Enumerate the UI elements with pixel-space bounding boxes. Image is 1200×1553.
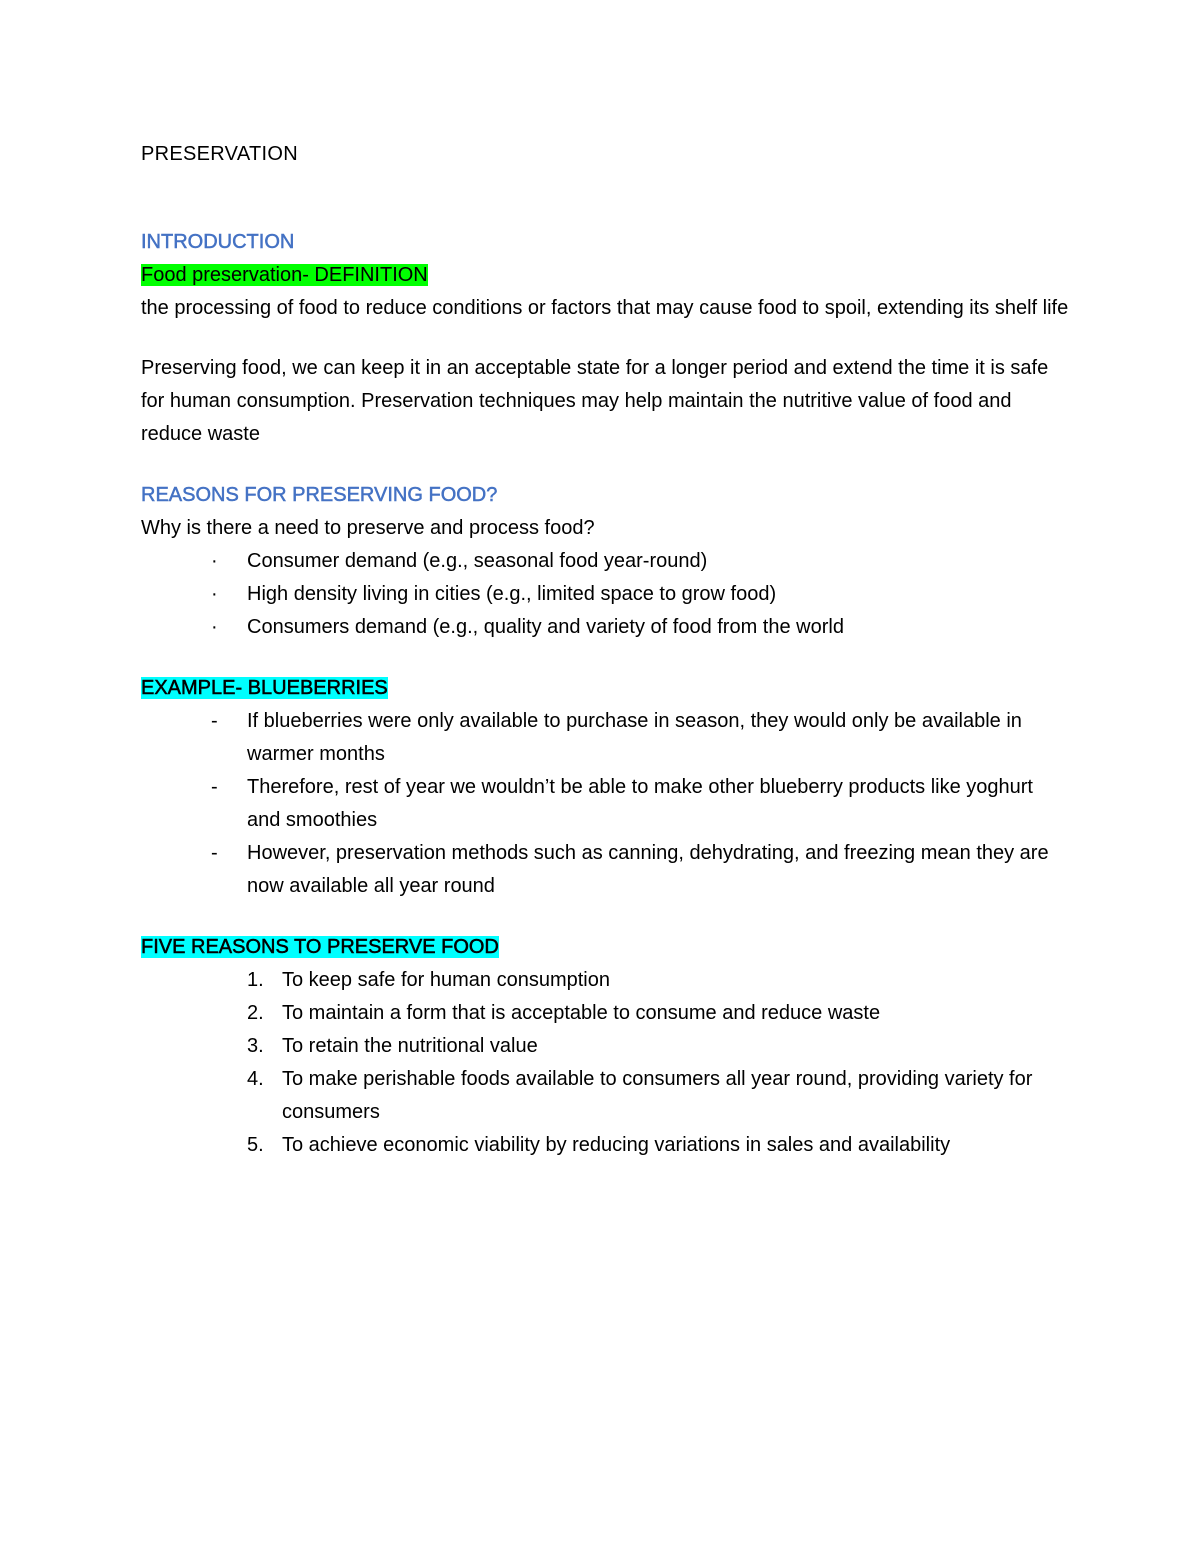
list-item bbox=[141, 705, 1071, 771]
bullet-marker: · bbox=[211, 583, 218, 605]
document-page bbox=[141, 0, 1071, 1553]
list-item bbox=[141, 611, 1071, 644]
document-title: PRESERVATION bbox=[141, 143, 298, 165]
list-item-text: Consumers demand (e.g., quality and variety of food from the world bbox=[247, 616, 844, 638]
five-reasons-heading-line bbox=[141, 931, 1071, 964]
list-item-text: To maintain a form that is acceptable to consume and reduce waste bbox=[282, 1002, 881, 1024]
bullet-marker: · bbox=[211, 550, 218, 572]
list-item-text: To retain the nutritional value bbox=[282, 1035, 538, 1057]
list-item-text: To make perishable foods available to consumers all year round, providing variety for consumers bbox=[282, 1068, 1033, 1123]
list-number: 5. bbox=[247, 1134, 264, 1156]
list-number: 2. bbox=[247, 1002, 264, 1024]
example-heading: EXAMPLE- BLUEBERRIES bbox=[141, 677, 388, 699]
list-item-text: To achieve economic viability by reducing variations in sales and availability bbox=[282, 1134, 951, 1156]
list-item-text: To keep safe for human consumption bbox=[282, 969, 610, 991]
document-body bbox=[141, 226, 1071, 1162]
reasons-question: Why is there a need to preserve and process food? bbox=[141, 517, 595, 539]
list-item bbox=[141, 771, 1071, 837]
dash-marker: - bbox=[211, 776, 218, 798]
list-item-text: Therefore, rest of year we wouldn’t be able to make other blueberry products like yoghurt and smoothies bbox=[247, 776, 1033, 831]
list-item bbox=[141, 578, 1071, 611]
bullet-marker: · bbox=[211, 616, 218, 638]
definition-label: Food preservation- DEFINITION bbox=[141, 264, 428, 286]
five-reasons-numbered-list bbox=[141, 964, 1071, 1162]
list-item bbox=[141, 1030, 1071, 1063]
list-item bbox=[141, 837, 1071, 903]
definition-text: the processing of food to reduce conditions or factors that may cause food to spoil, extending its shelf life bbox=[141, 297, 1069, 319]
list-number: 4. bbox=[247, 1068, 264, 1090]
list-item-text: If blueberries were only available to purchase in season, they would only be available in warmer months bbox=[247, 710, 1022, 765]
five-reasons-heading: FIVE REASONS TO PRESERVE FOOD bbox=[141, 936, 499, 958]
list-item-text: Consumer demand (e.g., seasonal food year-round) bbox=[247, 550, 708, 572]
list-item bbox=[141, 997, 1071, 1030]
list-item bbox=[141, 545, 1071, 578]
intro-paragraph: Preserving food, we can keep it in an acceptable state for a longer period and extend the time it is safe for human consumption. Preservation techniques may help maintain the nutritive value of food and reduce waste bbox=[141, 357, 1049, 445]
dash-marker: - bbox=[211, 842, 218, 864]
definition-label-line bbox=[141, 259, 1071, 292]
list-item-text: However, preservation methods such as canning, dehydrating, and freezing mean they are now available all year round bbox=[247, 842, 1049, 897]
list-item bbox=[141, 964, 1071, 997]
dash-marker: - bbox=[211, 710, 218, 732]
reasons-heading: REASONS FOR PRESERVING FOOD? bbox=[141, 484, 498, 506]
example-dash-list bbox=[141, 705, 1071, 903]
list-number: 1. bbox=[247, 969, 264, 991]
list-item-text: High density living in cities (e.g., limited space to grow food) bbox=[247, 583, 777, 605]
example-heading-line bbox=[141, 672, 1071, 705]
list-item bbox=[141, 1129, 1071, 1162]
reasons-bullet-list bbox=[141, 545, 1071, 644]
list-number: 3. bbox=[247, 1035, 264, 1057]
list-item bbox=[141, 1063, 1071, 1129]
intro-heading: INTRODUCTION bbox=[141, 231, 295, 253]
